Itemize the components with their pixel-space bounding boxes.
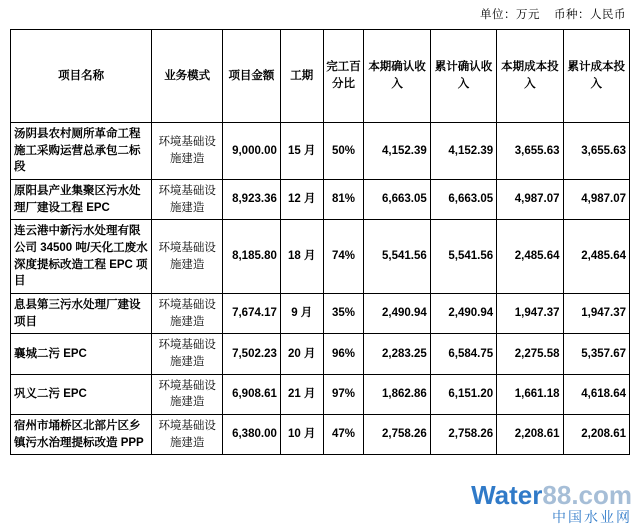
cell-project-name: 汤阴县农村厕所革命工程施工采购运营总承包二标段 [11,123,152,180]
table-header-row [11,30,630,123]
cell-project-name: 襄城二污 EPC [11,334,152,374]
cell-current-revenue: 6,663.05 [364,180,430,220]
cell-business-mode: 环境基础设施建造 [152,220,223,294]
cell-duration: 21 月 [280,374,323,414]
cell-current-revenue: 2,283.25 [364,334,430,374]
cell-completion-percent: 81% [323,180,364,220]
cell-duration: 18 月 [280,220,323,294]
currency-label: 币种：人民币 [554,9,626,21]
table-row [11,415,630,455]
cell-cumulative-revenue: 2,758.26 [430,415,496,455]
cell-project-name: 巩义二污 EPC [11,374,152,414]
column-header-business-mode: 业务模式 [152,30,223,123]
table-row [11,294,630,334]
watermark-sub-text: 中国水业网 [552,509,632,526]
cell-current-cost: 1,661.18 [497,374,563,414]
unit-currency-line [10,6,630,22]
cell-project-amount: 7,502.23 [223,334,281,374]
cell-duration: 12 月 [280,180,323,220]
cell-cumulative-revenue: 6,663.05 [430,180,496,220]
column-header-duration: 工期 [280,30,323,123]
cell-completion-percent: 47% [323,415,364,455]
cell-cumulative-cost: 1,947.37 [563,294,629,334]
cell-business-mode: 环境基础设施建造 [152,123,223,180]
cell-project-amount: 8,185.80 [223,220,281,294]
cell-current-cost: 2,485.64 [497,220,563,294]
cell-current-cost: 1,947.37 [497,294,563,334]
cell-current-revenue: 2,758.26 [364,415,430,455]
column-header-cumulative-revenue: 累计确认收入 [430,30,496,123]
cell-current-cost: 4,987.07 [497,180,563,220]
table-row [11,334,630,374]
watermark-domain-suffix: .com [571,480,632,511]
table-row [11,374,630,414]
cell-business-mode: 环境基础设施建造 [152,294,223,334]
cell-current-revenue: 5,541.56 [364,220,430,294]
cell-project-amount: 6,908.61 [223,374,281,414]
cell-cumulative-cost: 4,987.07 [563,180,629,220]
cell-completion-percent: 50% [323,123,364,180]
column-header-current-cost: 本期成本投入 [497,30,563,123]
cell-project-name: 连云港中新污水处理有限公司 34500 吨/天化工废水深度提标改造工程 EPC 项目 [11,220,152,294]
cell-business-mode: 环境基础设施建造 [152,180,223,220]
table-row [11,220,630,294]
cell-business-mode: 环境基础设施建造 [152,415,223,455]
unit-label: 单位：万元 [480,9,540,21]
cell-current-revenue: 1,862.86 [364,374,430,414]
cell-cumulative-cost: 2,485.64 [563,220,629,294]
cell-completion-percent: 74% [323,220,364,294]
cell-cumulative-cost: 5,357.67 [563,334,629,374]
cell-business-mode: 环境基础设施建造 [152,374,223,414]
cell-project-amount: 9,000.00 [223,123,281,180]
cell-project-name: 原阳县产业集聚区污水处理厂建设工程 EPC [11,180,152,220]
cell-cumulative-revenue: 2,490.94 [430,294,496,334]
project-financial-table [10,29,630,455]
cell-cumulative-revenue: 6,151.20 [430,374,496,414]
watermark [471,482,632,526]
cell-project-amount: 6,380.00 [223,415,281,455]
column-header-project-name: 项目名称 [11,30,152,123]
cell-completion-percent: 97% [323,374,364,414]
table-row [11,180,630,220]
watermark-main-text [471,480,632,511]
column-header-project-amount: 项目金额 [223,30,281,123]
cell-cumulative-revenue: 6,584.75 [430,334,496,374]
cell-duration: 9 月 [280,294,323,334]
cell-cumulative-revenue: 4,152.39 [430,123,496,180]
watermark-number: 88 [542,480,572,511]
cell-current-cost: 2,208.61 [497,415,563,455]
cell-cumulative-cost: 2,208.61 [563,415,629,455]
column-header-cumulative-cost: 累计成本投入 [563,30,629,123]
cell-current-revenue: 2,490.94 [364,294,430,334]
cell-cumulative-revenue: 5,541.56 [430,220,496,294]
column-header-current-revenue: 本期确认收入 [364,30,430,123]
cell-business-mode: 环境基础设施建造 [152,334,223,374]
cell-project-name: 宿州市埇桥区北部片区乡镇污水治理提标改造 PPP [11,415,152,455]
watermark-word: Water [471,480,543,511]
column-header-completion-percent: 完工百分比 [323,30,364,123]
cell-current-cost: 2,275.58 [497,334,563,374]
cell-duration: 20 月 [280,334,323,374]
cell-current-revenue: 4,152.39 [364,123,430,180]
cell-project-amount: 7,674.17 [223,294,281,334]
cell-project-amount: 8,923.36 [223,180,281,220]
cell-duration: 10 月 [280,415,323,455]
table-row [11,123,630,180]
cell-project-name: 息县第三污水处理厂建设项目 [11,294,152,334]
cell-completion-percent: 96% [323,334,364,374]
cell-cumulative-cost: 4,618.64 [563,374,629,414]
cell-completion-percent: 35% [323,294,364,334]
cell-duration: 15 月 [280,123,323,180]
cell-current-cost: 3,655.63 [497,123,563,180]
cell-cumulative-cost: 3,655.63 [563,123,629,180]
